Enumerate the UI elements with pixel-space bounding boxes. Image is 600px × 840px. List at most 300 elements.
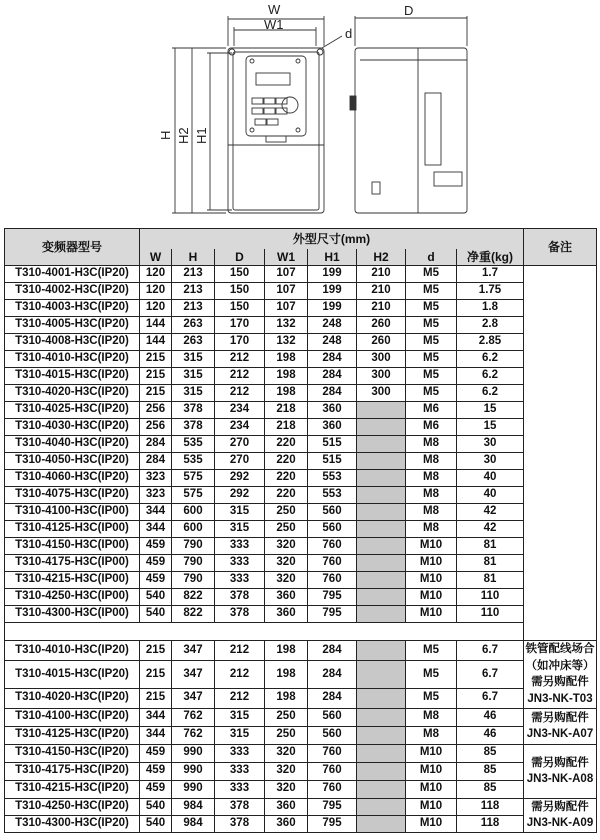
value-cell: 270 xyxy=(215,436,265,453)
value-cell: 6.7 xyxy=(457,688,524,708)
value-cell: 144 xyxy=(140,317,172,334)
value-cell: 85 xyxy=(457,780,524,798)
value-cell: 215 xyxy=(140,688,172,708)
value-cell: 234 xyxy=(215,419,265,436)
model-cell: T310-4100-H3C(IP20) xyxy=(5,708,140,726)
value-cell: 760 xyxy=(308,572,357,589)
value-cell xyxy=(357,606,406,623)
value-cell: M8 xyxy=(406,708,457,726)
value-cell: 762 xyxy=(172,726,215,744)
label-W: W xyxy=(268,2,281,17)
value-cell xyxy=(357,453,406,470)
value-cell: M6 xyxy=(406,402,457,419)
value-cell: 260 xyxy=(357,334,406,351)
value-cell: 250 xyxy=(265,726,308,744)
value-cell: 199 xyxy=(308,283,357,300)
value-cell: 110 xyxy=(457,606,524,623)
value-cell xyxy=(357,487,406,504)
value-cell: 215 xyxy=(140,351,172,368)
model-cell: T310-4060-H3C(IP20) xyxy=(5,470,140,487)
value-cell: 284 xyxy=(308,351,357,368)
value-cell: 760 xyxy=(308,538,357,555)
table-row xyxy=(5,300,597,317)
note-line: JN3-NK-T03 xyxy=(527,693,593,706)
value-cell: 212 xyxy=(215,385,265,402)
value-cell: 6.2 xyxy=(457,385,524,402)
value-cell: 1.8 xyxy=(457,300,524,317)
value-cell: M10 xyxy=(406,744,457,762)
value-cell: 315 xyxy=(215,726,265,744)
value-cell: 984 xyxy=(172,815,215,832)
model-cell: T310-4010-H3C(IP20) xyxy=(5,351,140,368)
value-cell: M8 xyxy=(406,504,457,521)
header-col: W xyxy=(140,249,172,266)
value-cell: 198 xyxy=(265,688,308,708)
table-row xyxy=(5,589,597,606)
value-cell: 344 xyxy=(140,504,172,521)
value-cell: M10 xyxy=(406,538,457,555)
value-cell: 210 xyxy=(357,266,406,283)
value-cell: 284 xyxy=(308,368,357,385)
table-row xyxy=(5,419,597,436)
spacer-row xyxy=(5,623,597,641)
value-cell: 284 xyxy=(308,385,357,402)
model-cell: T310-4125-H3C(IP20) xyxy=(5,726,140,744)
value-cell: 120 xyxy=(140,300,172,317)
table-row xyxy=(5,436,597,453)
value-cell: 284 xyxy=(308,688,357,708)
note-line: 需另购配件 xyxy=(531,800,589,813)
value-cell: 333 xyxy=(215,780,265,798)
header-dimensions: 外型尺寸(mm) xyxy=(140,229,524,249)
value-cell: 760 xyxy=(308,780,357,798)
value-cell: 795 xyxy=(308,798,357,815)
value-cell: M10 xyxy=(406,555,457,572)
model-cell: T310-4215-H3C(IP20) xyxy=(5,780,140,798)
value-cell xyxy=(357,708,406,726)
model-cell: T310-4100-H3C(IP00) xyxy=(5,504,140,521)
value-cell: 300 xyxy=(357,385,406,402)
table-row xyxy=(5,453,597,470)
value-cell: 315 xyxy=(172,368,215,385)
value-cell xyxy=(357,798,406,815)
table-row xyxy=(5,762,597,780)
label-H: H xyxy=(158,130,173,140)
value-cell: 210 xyxy=(357,283,406,300)
value-cell: 212 xyxy=(215,368,265,385)
value-cell: 553 xyxy=(308,470,357,487)
model-cell: T310-4015-H3C(IP20) xyxy=(5,661,140,688)
model-cell: T310-4250-H3C(IP00) xyxy=(5,589,140,606)
value-cell: 315 xyxy=(215,521,265,538)
note-line: 铁管配线场合 xyxy=(525,643,595,655)
value-cell: 15 xyxy=(457,402,524,419)
value-cell: 212 xyxy=(215,688,265,708)
value-cell: M10 xyxy=(406,780,457,798)
table-row xyxy=(5,538,597,555)
value-cell: 248 xyxy=(308,317,357,334)
value-cell: 760 xyxy=(308,762,357,780)
value-cell: M10 xyxy=(406,762,457,780)
value-cell: 144 xyxy=(140,334,172,351)
value-cell: 344 xyxy=(140,521,172,538)
value-cell: 220 xyxy=(265,436,308,453)
table-row xyxy=(5,661,597,688)
value-cell: 1.7 xyxy=(457,266,524,283)
value-cell: 6.2 xyxy=(457,368,524,385)
header-notes: 备注 xyxy=(524,229,597,266)
table-row xyxy=(5,641,597,661)
value-cell: 2.85 xyxy=(457,334,524,351)
value-cell xyxy=(357,538,406,555)
value-cell: 118 xyxy=(457,815,524,832)
value-cell xyxy=(357,402,406,419)
note-line: 需另购配件 xyxy=(531,711,589,724)
value-cell: 378 xyxy=(215,815,265,832)
value-cell: 215 xyxy=(140,641,172,661)
value-cell: M10 xyxy=(406,815,457,832)
model-cell: T310-4175-H3C(IP20) xyxy=(5,762,140,780)
value-cell: 315 xyxy=(172,351,215,368)
value-cell: 170 xyxy=(215,317,265,334)
header-col: d xyxy=(406,249,457,266)
model-cell: T310-4005-H3C(IP20) xyxy=(5,317,140,334)
value-cell: 199 xyxy=(308,266,357,283)
value-cell: 459 xyxy=(140,780,172,798)
value-cell: 300 xyxy=(357,351,406,368)
value-cell: 360 xyxy=(265,606,308,623)
value-cell: 120 xyxy=(140,266,172,283)
value-cell: 256 xyxy=(140,419,172,436)
value-cell: 323 xyxy=(140,487,172,504)
header-col: W1 xyxy=(265,249,308,266)
value-cell: M8 xyxy=(406,436,457,453)
value-cell: 284 xyxy=(140,453,172,470)
value-cell: 347 xyxy=(172,688,215,708)
note-line: 需另购配件 xyxy=(531,676,589,689)
value-cell: 212 xyxy=(215,661,265,688)
value-cell xyxy=(357,572,406,589)
table-row xyxy=(5,606,597,623)
model-cell: T310-4050-H3C(IP20) xyxy=(5,453,140,470)
table-row xyxy=(5,487,597,504)
notes-cell-empty xyxy=(524,266,597,641)
value-cell: 378 xyxy=(215,589,265,606)
value-cell: 333 xyxy=(215,555,265,572)
value-cell: 198 xyxy=(265,351,308,368)
header-col: H xyxy=(172,249,215,266)
model-cell: T310-4010-H3C(IP20) xyxy=(5,641,140,661)
value-cell: 344 xyxy=(140,708,172,726)
value-cell: 300 xyxy=(357,368,406,385)
value-cell: 535 xyxy=(172,453,215,470)
value-cell xyxy=(357,641,406,661)
value-cell xyxy=(357,762,406,780)
value-cell: M5 xyxy=(406,266,457,283)
value-cell: 132 xyxy=(265,317,308,334)
value-cell: 248 xyxy=(308,334,357,351)
value-cell xyxy=(357,419,406,436)
header-col: D xyxy=(215,249,265,266)
value-cell: 292 xyxy=(215,487,265,504)
value-cell: 263 xyxy=(172,317,215,334)
value-cell: 85 xyxy=(457,762,524,780)
value-cell: 320 xyxy=(265,555,308,572)
value-cell: M8 xyxy=(406,487,457,504)
value-cell: 540 xyxy=(140,815,172,832)
model-cell: T310-4300-H3C(IP00) xyxy=(5,606,140,623)
table-row xyxy=(5,402,597,419)
value-cell: 234 xyxy=(215,402,265,419)
value-cell: 220 xyxy=(265,487,308,504)
table-row xyxy=(5,351,597,368)
notes-cell xyxy=(524,708,597,744)
header-model: 变频器型号 xyxy=(5,229,140,266)
model-cell: T310-4025-H3C(IP20) xyxy=(5,402,140,419)
value-cell: 315 xyxy=(215,708,265,726)
value-cell: M8 xyxy=(406,726,457,744)
value-cell: 760 xyxy=(308,744,357,762)
spacer-cell xyxy=(5,623,524,641)
header-col: 净重(kg) xyxy=(457,249,524,266)
table-row xyxy=(5,266,597,283)
model-cell: T310-4175-H3C(IP00) xyxy=(5,555,140,572)
value-cell: 360 xyxy=(308,402,357,419)
value-cell: 459 xyxy=(140,762,172,780)
value-cell: 107 xyxy=(265,283,308,300)
value-cell: 199 xyxy=(308,300,357,317)
value-cell: 213 xyxy=(172,266,215,283)
value-cell: 347 xyxy=(172,661,215,688)
value-cell: M10 xyxy=(406,589,457,606)
header-col: H2 xyxy=(357,249,406,266)
table-row xyxy=(5,744,597,762)
value-cell: M8 xyxy=(406,453,457,470)
model-cell: T310-4300-H3C(IP20) xyxy=(5,815,140,832)
value-cell: 515 xyxy=(308,436,357,453)
value-cell xyxy=(357,504,406,521)
value-cell: 85 xyxy=(457,744,524,762)
model-cell: T310-4150-H3C(IP00) xyxy=(5,538,140,555)
value-cell: 132 xyxy=(265,334,308,351)
value-cell: 560 xyxy=(308,504,357,521)
model-cell: T310-4020-H3C(IP20) xyxy=(5,688,140,708)
value-cell: M5 xyxy=(406,385,457,402)
value-cell: 250 xyxy=(265,708,308,726)
value-cell xyxy=(357,436,406,453)
note-line: JN3-NK-A08 xyxy=(526,773,594,786)
model-cell: T310-4008-H3C(IP20) xyxy=(5,334,140,351)
table-row xyxy=(5,555,597,572)
model-cell: T310-4040-H3C(IP20) xyxy=(5,436,140,453)
value-cell: 790 xyxy=(172,572,215,589)
value-cell: 378 xyxy=(215,606,265,623)
value-cell: 990 xyxy=(172,744,215,762)
value-cell: 459 xyxy=(140,538,172,555)
value-cell: 260 xyxy=(357,317,406,334)
value-cell: 333 xyxy=(215,744,265,762)
table-row xyxy=(5,470,597,487)
value-cell: 212 xyxy=(215,641,265,661)
dimension-spec-table xyxy=(4,228,597,833)
value-cell: 560 xyxy=(308,726,357,744)
value-cell: 333 xyxy=(215,572,265,589)
value-cell: 81 xyxy=(457,555,524,572)
table-row xyxy=(5,726,597,744)
model-cell: T310-4003-H3C(IP20) xyxy=(5,300,140,317)
value-cell: 795 xyxy=(308,606,357,623)
table-row xyxy=(5,368,597,385)
table-row xyxy=(5,385,597,402)
value-cell: M5 xyxy=(406,334,457,351)
value-cell: 198 xyxy=(265,661,308,688)
value-cell: 215 xyxy=(140,385,172,402)
value-cell: 210 xyxy=(357,300,406,317)
knob-icon xyxy=(282,97,298,113)
value-cell: 990 xyxy=(172,762,215,780)
value-cell: M8 xyxy=(406,470,457,487)
value-cell: M5 xyxy=(406,661,457,688)
value-cell xyxy=(357,726,406,744)
value-cell: 284 xyxy=(308,641,357,661)
value-cell: 292 xyxy=(215,470,265,487)
value-cell: 378 xyxy=(215,798,265,815)
value-cell xyxy=(357,780,406,798)
table-row xyxy=(5,334,597,351)
value-cell: 560 xyxy=(308,708,357,726)
value-cell: 760 xyxy=(308,555,357,572)
value-cell: 198 xyxy=(265,385,308,402)
value-cell: M10 xyxy=(406,572,457,589)
label-H1: H1 xyxy=(194,127,209,144)
value-cell: 213 xyxy=(172,300,215,317)
label-H2: H2 xyxy=(176,127,191,144)
value-cell: 315 xyxy=(172,385,215,402)
value-cell: 30 xyxy=(457,453,524,470)
dimension-drawing xyxy=(0,0,600,226)
value-cell: 515 xyxy=(308,453,357,470)
value-cell: 2.8 xyxy=(457,317,524,334)
table-row xyxy=(5,283,597,300)
value-cell: 81 xyxy=(457,572,524,589)
value-cell: 795 xyxy=(308,589,357,606)
value-cell: 42 xyxy=(457,521,524,538)
value-cell: 600 xyxy=(172,521,215,538)
value-cell xyxy=(357,688,406,708)
value-cell: M5 xyxy=(406,641,457,661)
value-cell: 360 xyxy=(265,815,308,832)
value-cell: 120 xyxy=(140,283,172,300)
value-cell: 220 xyxy=(265,470,308,487)
model-cell: T310-4020-H3C(IP20) xyxy=(5,385,140,402)
model-cell: T310-4150-H3C(IP20) xyxy=(5,744,140,762)
value-cell xyxy=(357,744,406,762)
value-cell: 107 xyxy=(265,300,308,317)
table-row xyxy=(5,317,597,334)
value-cell: 553 xyxy=(308,487,357,504)
value-cell: 822 xyxy=(172,589,215,606)
value-cell xyxy=(357,815,406,832)
value-cell: 320 xyxy=(265,780,308,798)
value-cell: 540 xyxy=(140,798,172,815)
value-cell: 560 xyxy=(308,521,357,538)
value-cell: 150 xyxy=(215,283,265,300)
value-cell: 46 xyxy=(457,708,524,726)
value-cell: 270 xyxy=(215,453,265,470)
value-cell: 333 xyxy=(215,762,265,780)
model-cell: T310-4075-H3C(IP20) xyxy=(5,487,140,504)
header-row xyxy=(5,229,597,249)
value-cell: 15 xyxy=(457,419,524,436)
value-cell xyxy=(357,521,406,538)
notes-cell xyxy=(524,798,597,832)
value-cell: 347 xyxy=(172,641,215,661)
value-cell: 315 xyxy=(215,504,265,521)
value-cell: 263 xyxy=(172,334,215,351)
table-row xyxy=(5,572,597,589)
notes-cell xyxy=(524,744,597,798)
value-cell: 150 xyxy=(215,266,265,283)
value-cell: 215 xyxy=(140,661,172,688)
value-cell: 320 xyxy=(265,744,308,762)
model-cell: T310-4002-H3C(IP20) xyxy=(5,283,140,300)
value-cell: 118 xyxy=(457,798,524,815)
value-cell: 218 xyxy=(265,419,308,436)
value-cell: 990 xyxy=(172,780,215,798)
value-cell: 535 xyxy=(172,436,215,453)
value-cell: 150 xyxy=(215,300,265,317)
value-cell: M6 xyxy=(406,419,457,436)
value-cell: 215 xyxy=(140,368,172,385)
value-cell: 218 xyxy=(265,402,308,419)
value-cell xyxy=(357,661,406,688)
value-cell: 284 xyxy=(308,661,357,688)
value-cell: 42 xyxy=(457,504,524,521)
value-cell: 198 xyxy=(265,368,308,385)
label-D: D xyxy=(404,3,414,18)
value-cell: 540 xyxy=(140,589,172,606)
value-cell: 459 xyxy=(140,555,172,572)
label-W1: W1 xyxy=(264,17,284,32)
model-cell: T310-4215-H3C(IP00) xyxy=(5,572,140,589)
value-cell: 795 xyxy=(308,815,357,832)
value-cell: M10 xyxy=(406,606,457,623)
value-cell: 30 xyxy=(457,436,524,453)
model-cell: T310-4250-H3C(IP20) xyxy=(5,798,140,815)
value-cell: M5 xyxy=(406,688,457,708)
value-cell: 40 xyxy=(457,487,524,504)
table-row xyxy=(5,815,597,832)
value-cell: 256 xyxy=(140,402,172,419)
value-cell: 320 xyxy=(265,538,308,555)
value-cell: M8 xyxy=(406,521,457,538)
value-cell: M5 xyxy=(406,368,457,385)
value-cell xyxy=(357,555,406,572)
note-line: 需另购配件 xyxy=(531,756,589,769)
value-cell: M10 xyxy=(406,798,457,815)
value-cell: 170 xyxy=(215,334,265,351)
value-cell: 360 xyxy=(265,589,308,606)
model-cell: T310-4125-H3C(IP00) xyxy=(5,521,140,538)
value-cell: 575 xyxy=(172,470,215,487)
value-cell: 46 xyxy=(457,726,524,744)
model-cell: T310-4030-H3C(IP20) xyxy=(5,419,140,436)
table-row xyxy=(5,798,597,815)
value-cell: 250 xyxy=(265,504,308,521)
note-line: （如冲床等） xyxy=(525,659,595,672)
value-cell: 320 xyxy=(265,762,308,780)
table-row xyxy=(5,708,597,726)
